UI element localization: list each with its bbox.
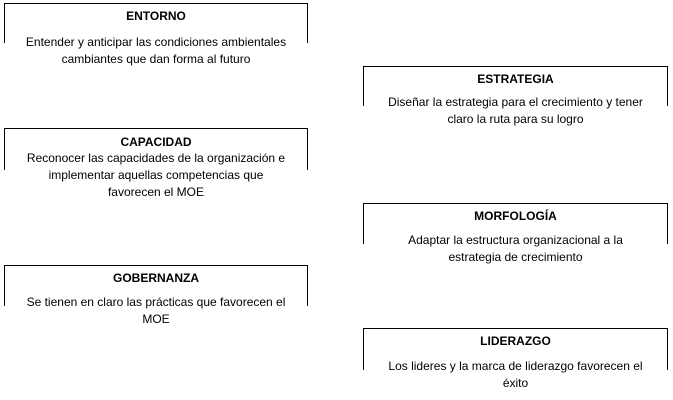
description-line: Los lideres y la marca de liderazgo favorecen el bbox=[388, 359, 643, 373]
card-title: CAPACIDAD bbox=[120, 135, 192, 149]
card-liderazgo bbox=[363, 328, 668, 396]
card-gobernanza bbox=[4, 265, 308, 331]
card-description bbox=[369, 232, 662, 266]
card-description bbox=[10, 150, 302, 201]
card-description bbox=[369, 94, 662, 128]
description-line: Se tienen en claro las prácticas que favorecen el bbox=[26, 295, 286, 309]
card-description bbox=[10, 34, 302, 68]
description-line: favorecen el MOE bbox=[107, 185, 205, 199]
card-title: GOBERNANZA bbox=[113, 271, 199, 285]
description-line: claro la ruta para su logro bbox=[447, 112, 584, 126]
card-entorno bbox=[4, 3, 308, 71]
card-capacidad bbox=[4, 128, 308, 206]
card-title: MORFOLOGÍA bbox=[474, 209, 557, 223]
card-morfologia bbox=[363, 203, 668, 269]
card-title: LIDERAZGO bbox=[480, 334, 551, 348]
description-line: estrategia de crecimiento bbox=[448, 250, 583, 264]
description-line: éxito bbox=[502, 376, 529, 390]
description-line: Diseñar la estrategia para el crecimiento y tener bbox=[388, 95, 643, 109]
card-description bbox=[10, 294, 302, 328]
description-line: MOE bbox=[142, 312, 170, 326]
card-description bbox=[369, 358, 662, 392]
description-line: cambiantes que dan forma al futuro bbox=[61, 52, 251, 66]
card-title: ENTORNO bbox=[126, 9, 186, 23]
card-estrategia bbox=[363, 66, 668, 134]
description-line: Reconocer las capacidades de la organización e bbox=[26, 151, 286, 165]
card-title: ESTRATEGIA bbox=[477, 72, 554, 86]
description-line: implementar aquellas competencias que bbox=[48, 168, 264, 182]
description-line: Adaptar la estructura organizacional a la bbox=[408, 233, 623, 247]
description-line: Entender y anticipar las condiciones ambientales bbox=[25, 35, 287, 49]
